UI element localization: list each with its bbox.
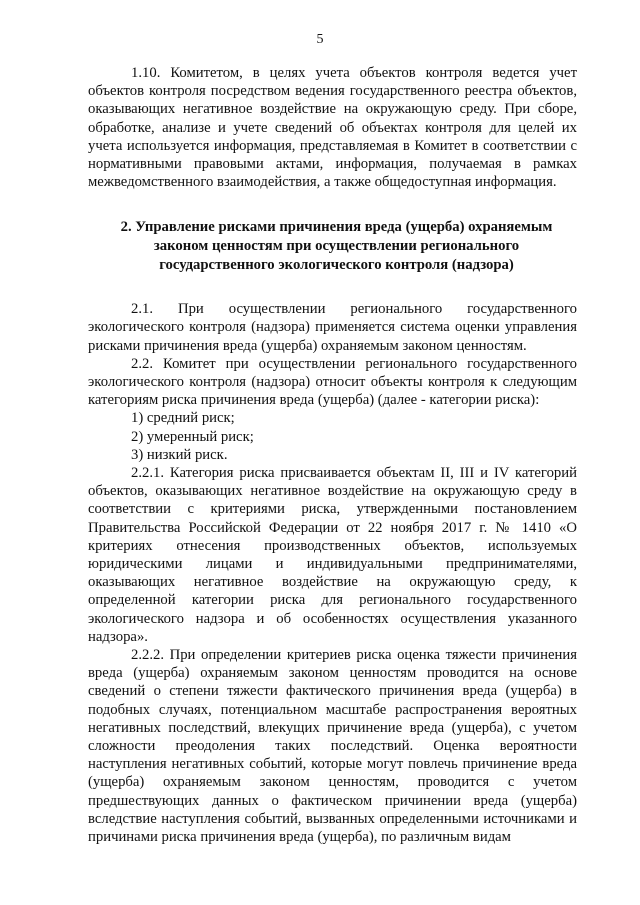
paragraph-2-2: 2.2. Комитет при осуществлении регионального государственного экологического контроля (надзора) относит объекты контроля к следующим категориям риска причинения вреда (ущерба) (далее - категории риска): <box>88 355 577 409</box>
list-item: 1) средний риск; <box>131 410 235 427</box>
paragraph-2-2-1: 2.2.1. Категория риска присваивается объектам II, III и IV категорий объектов, оказывающих негативное воздействие на окружающую среду в соответствии с критериями риска, утвержденными постановлением Правительства Российской Федерации от 22 ноября 2017 г. № 1410 «О критериях отнесения производственных объектов, используемых юридическими лицами и индивидуальными предпринимателями, оказывающих негативное воздействие на окружающую среду, к определенной категории риска для регионального государственного экологического надзора и об особенностях осуществления указанного надзора». <box>88 465 577 645</box>
paragraph-2-2-2: 2.2.2. При определении критериев риска оценка тяжести причинения вреда (ущерба) охраняемым законом ценностям проводится на основе сведений о степени тяжести фактического причинения вреда (ущерба) в подобных случаях, потенциальном масштабе распространения вероятных негативных последствий, влекущих причинение вреда (ущерба), с учетом сложности преодоления таких последствий. Оценка вероятности наступления негативных событий, которые могут повлечь причинение вреда (ущерба) охраняемым законом ценностям, проводится с учетом предшествующих данных о фактическом причинении вреда (ущерба) вследствие наступления событий, вызванных определенными источниками и причинами риска причинения вреда (ущерба), по различным видам <box>88 647 577 846</box>
list-item: 2) умеренный риск; <box>131 428 254 445</box>
page-number: 5 <box>316 32 324 47</box>
risk-category-list <box>88 409 577 464</box>
paragraph-2-1: 2.1. При осуществлении регионального государственного экологического контроля (надзора) применяется система оценки управления рисками причинения вреда (ущерба) охраняемым законом ценностям. <box>88 301 577 354</box>
paragraph-1-10: 1.10. Комитетом, в целях учета объектов контроля ведется учет объектов контроля посредством ведения государственного реестра объектов, оказывающих негативное воздействие на окружающую среду. При сборе, обработке, анализе и учете сведений об объектах контроля для целей их учета используется информация, представляемая в Комитет в соответствии с нормативными правовыми актами, информация, получаемая в рамках межведомственного взаимодействия, а также общедоступная информация. <box>88 65 577 191</box>
list-item: 3) низкий риск. <box>131 446 228 463</box>
section-heading: 2. Управление рисками причинения вреда (ущерба) охраняемым законом ценностям при осуществлении регионального государственного экологического контроля (надзора) <box>120 219 553 273</box>
document-body <box>88 64 577 846</box>
